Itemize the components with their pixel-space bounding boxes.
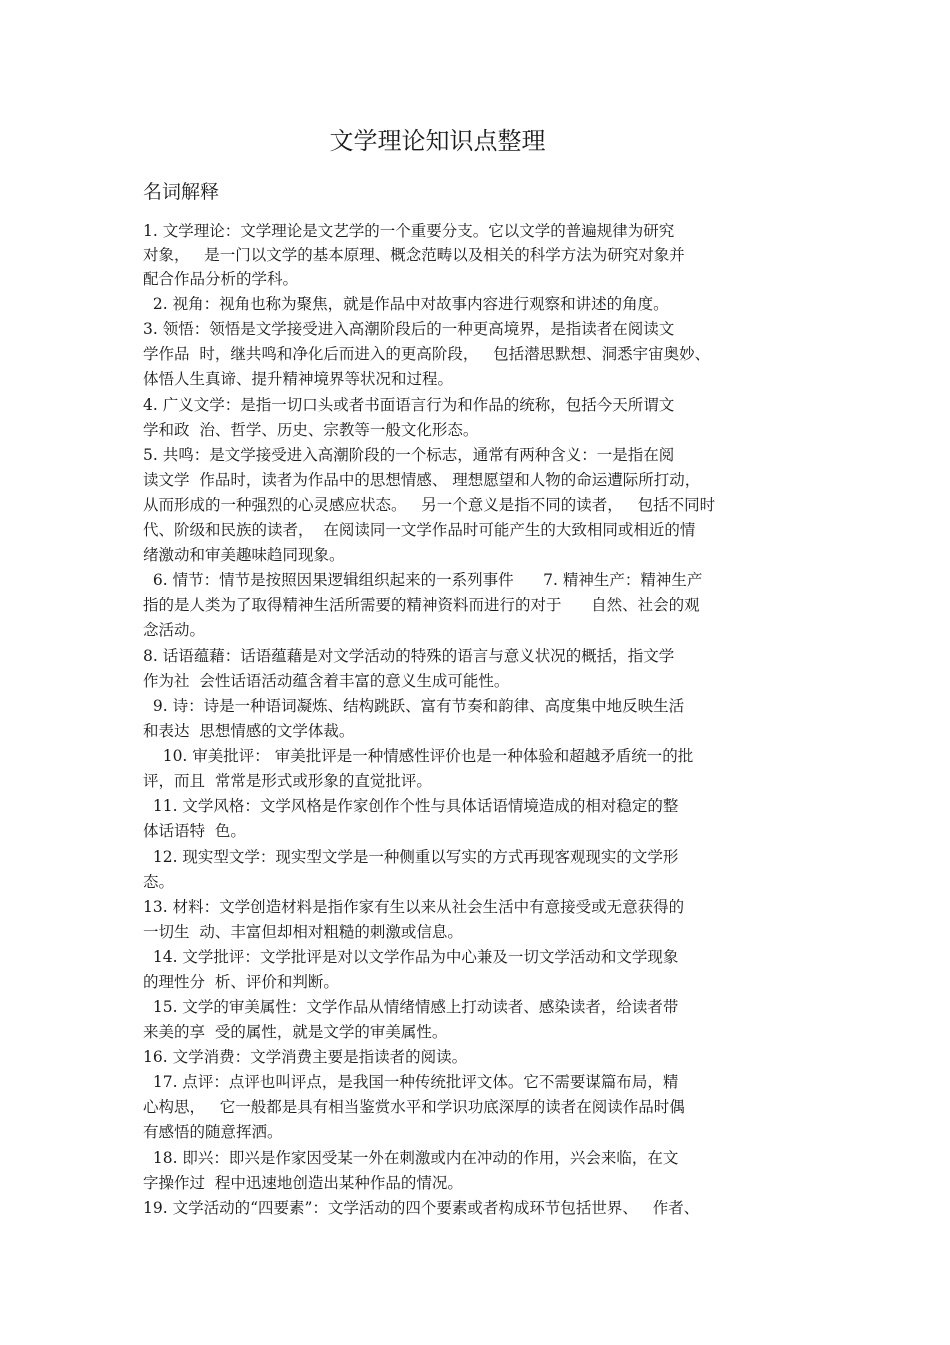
- text-line: 5. 共鸣：是文学接受进入高潮阶段的一个标志，通常有两种含义：一是指在阅: [143, 446, 675, 464]
- text-line: 体悟人生真谛、提升精神境界等状况和过程。: [143, 370, 454, 388]
- text-line: 心构思， 它一般都是具有相当鉴赏水平和学识功底深厚的读者在阅读作品时偶: [143, 1098, 685, 1116]
- text-line: 18. 即兴：即兴是作家因受某一外在刺激或内在冲动的作用，兴会来临，在文: [143, 1149, 679, 1167]
- text-line: 指的是人类为了取得精神生活所需要的精神资料而进行的对于 自然、社会的观: [143, 596, 700, 614]
- text-line: 作为社 会性话语活动蕴含着丰富的意义生成可能性。: [143, 672, 510, 690]
- text-line: 17. 点评：点评也叫评点，是我国一种传统批评文体。它不需要谋篇布局，精: [143, 1073, 679, 1091]
- text-line: 11. 文学风格：文学风格是作家创作个性与具体话语情境造成的相对稳定的整: [143, 797, 679, 815]
- text-line: 19. 文学活动的“四要素”：文学活动的四个要素或者构成环节包括世界、 作者、: [143, 1199, 700, 1217]
- document-title: 文学理论知识点整理: [329, 127, 546, 155]
- text-line: 评，而且 常常是形式或形象的直觉批评。: [143, 772, 432, 790]
- text-line: 6. 情节：情节是按照因果逻辑组织起来的一系列事件 7. 精神生产：精神生产: [143, 571, 703, 589]
- text-line: 念活动。: [143, 621, 206, 639]
- text-line: 读文学 作品时，读者为作品中的思想情感、 理想愿望和人物的命运遭际所打动，: [143, 471, 701, 489]
- text-line: 一切生 动、丰富但却相对粗糙的刺激或信息。: [143, 923, 463, 941]
- text-line: 从而形成的一种强烈的心灵感应状态。 另一个意义是指不同的读者， 包括不同时: [143, 496, 716, 514]
- text-line: 学和政 治、哲学、历史、宗教等一般文化形态。: [143, 421, 479, 439]
- text-line: 配合作品分析的学科。: [143, 270, 299, 288]
- text-line: 1. 文学理论：文学理论是文艺学的一个重要分支。它以文学的普遍规律为研究: [143, 222, 675, 240]
- text-line: 和表达 思想情感的文学体裁。: [143, 722, 355, 740]
- text-line: 3. 领悟：领悟是文学接受进入高潮阶段后的一种更高境界，是指读者在阅读文: [143, 320, 675, 338]
- text-line: 学作品 时，继共鸣和净化后而进入的更高阶段， 包括潜思默想、洞悉宇宙奥妙、: [143, 345, 711, 363]
- text-line: 2. 视角：视角也称为聚焦，就是作品中对故事内容进行观察和讲述的角度。: [143, 295, 669, 313]
- text-line: 9. 诗：诗是一种语词凝炼、结构跳跃、富有节奏和韵律、高度集中地反映生活: [143, 697, 685, 715]
- section-heading: 名词解释: [143, 181, 220, 203]
- text-line: 8. 话语蕴藉：话语蕴藉是对文学活动的特殊的语言与意义状况的概括，指文学: [143, 647, 675, 665]
- text-line: 13. 材料：文学创造材料是指作家有生以来从社会生活中有意接受或无意获得的: [143, 898, 685, 916]
- text-line: 15. 文学的审美属性：文学作品从情绪情感上打动读者、感染读者，给读者带: [143, 998, 679, 1016]
- text-line: 14. 文学批评：文学批评是对以文学作品为中心兼及一切文学活动和文学现象: [143, 948, 679, 966]
- text-line: 代、阶级和民族的读者， 在阅读同一文学作品时可能产生的大致相同或相近的情: [143, 521, 696, 539]
- text-line: 4. 广义文学：是指一切口头或者书面语言行为和作品的统称，包括今天所谓文: [143, 396, 675, 414]
- text-line: 体话语特 色。: [143, 822, 246, 840]
- text-line: 对象， 是一门以文学的基本原理、概念范畴以及相关的科学方法为研究对象并: [143, 246, 685, 264]
- text-line: 16. 文学消费：文学消费主要是指读者的阅读。: [143, 1048, 468, 1066]
- text-line: 的理性分 析、评价和判断。: [143, 973, 339, 991]
- text-line: 12. 现实型文学：现实型文学是一种侧重以写实的方式再现客观现实的文学形: [143, 848, 679, 866]
- text-line: 有感悟的随意挥洒。: [143, 1123, 283, 1141]
- text-line: 态。: [143, 873, 175, 891]
- text-line: 字操作过 程中迅速地创造出某种作品的情况。: [143, 1174, 463, 1192]
- text-line: 绪激动和审美趣味趋同现象。: [143, 546, 345, 564]
- text-line: 10. 审美批评： 审美批评是一种情感性评价也是一种体验和超越矛盾统一的批: [143, 747, 694, 765]
- text-line: 来美的享 受的属性，就是文学的审美属性。: [143, 1023, 448, 1041]
